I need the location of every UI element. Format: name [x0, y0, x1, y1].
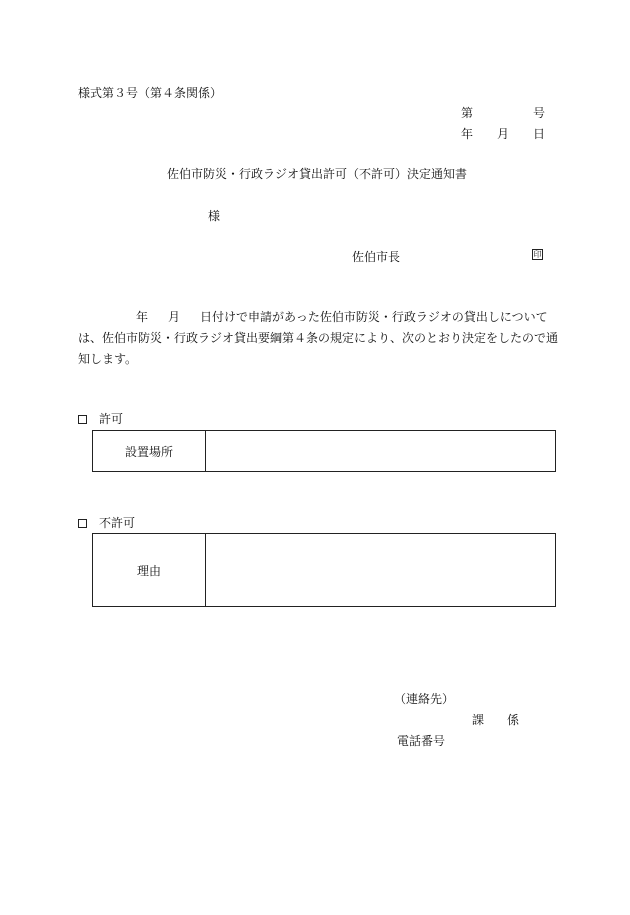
- contact-unit-label: 係: [507, 713, 520, 727]
- installation-location-field[interactable]: [206, 431, 556, 472]
- permit-option[interactable]: [78, 411, 123, 427]
- body-text: 日付けで申請があった佐伯市防災・行政ラジオの貸出しについては、佐伯市防災・行政ラジオ貸出要綱第４条の規定により、次のとおり決定をしたので通知します。: [78, 310, 559, 366]
- installation-location-label: 設置場所: [93, 431, 206, 472]
- body-month-label: 月: [168, 310, 181, 324]
- document-title: 佐伯市防災・行政ラジオ貸出許可（不許可）決定通知書: [167, 167, 468, 181]
- date-month-label: 月: [497, 127, 510, 141]
- reason-field[interactable]: [206, 534, 556, 607]
- doc-number-prefix: 第: [461, 106, 474, 120]
- permit-label: 許可: [99, 412, 124, 426]
- permit-table: [92, 430, 556, 472]
- body-year-label: 年: [136, 310, 149, 324]
- deny-table: [92, 533, 556, 607]
- issuer-name: 佐伯市長: [352, 250, 401, 264]
- permit-checkbox[interactable]: [78, 415, 87, 424]
- date-day-label: 日: [533, 127, 546, 141]
- deny-label: 不許可: [99, 516, 136, 530]
- contact-label: （連絡先）: [394, 692, 455, 706]
- date-year-label: 年: [461, 127, 474, 141]
- body-paragraph: [78, 307, 558, 370]
- seal-icon: 印: [533, 250, 542, 259]
- deny-checkbox[interactable]: [78, 519, 87, 528]
- contact-section-label: 課: [472, 713, 485, 727]
- form-id: 様式第３号（第４条関係）: [78, 86, 223, 100]
- doc-number-suffix: 号: [533, 106, 546, 120]
- addressee-honorific: 様: [208, 209, 221, 223]
- contact-phone-label: 電話番号: [397, 734, 446, 748]
- deny-option[interactable]: [78, 515, 135, 531]
- reason-label: 理由: [93, 534, 206, 607]
